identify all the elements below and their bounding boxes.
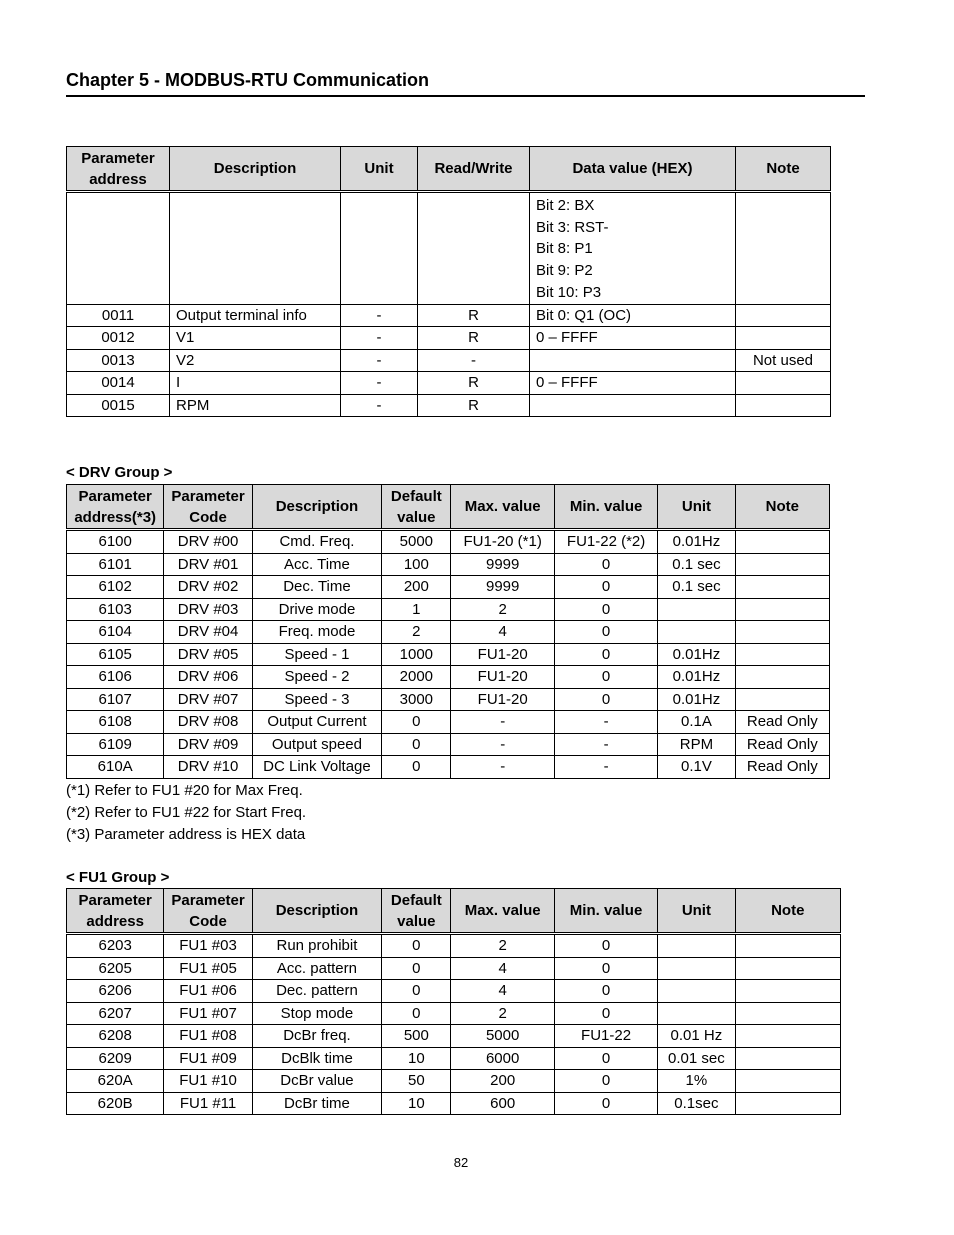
table-cell: Acc. pattern [252,957,382,980]
table-cell: 0 – FFFF [530,372,736,395]
col-header: Parameter Code [164,485,252,530]
table-cell: 600 [451,1092,554,1115]
table-cell: 0 [554,688,657,711]
table-cell: R [418,304,530,327]
table-row [67,934,841,958]
table-cell: R [418,372,530,395]
table-cell [735,980,840,1003]
table-row [67,192,831,305]
table-cell: DRV #03 [164,598,252,621]
table-cell: 6000 [451,1047,554,1070]
table-cell [530,394,736,417]
table-cell: - [341,349,418,372]
table-cell: 6105 [67,643,164,666]
col-header: Unit [341,147,418,192]
table-cell [736,304,831,327]
table-cell: 2 [451,934,554,958]
col-header: Parameter address [67,147,170,192]
table-row [67,711,830,734]
table-cell: - [451,711,554,734]
table-cell [658,598,735,621]
table-cell: 0 [554,666,657,689]
table-row [67,576,830,599]
table-cell [735,688,829,711]
table-row [67,530,830,554]
table-cell: 6206 [67,980,164,1003]
table-cell: 6101 [67,553,164,576]
footnote: (*2) Refer to FU1 #22 for Start Freq. [66,804,307,821]
table-cell: 2 [451,1002,554,1025]
table-cell: 0 [382,934,451,958]
table-cell: 9999 [451,553,554,576]
table-cell [735,934,840,958]
table-cell: 620A [67,1070,164,1093]
table-cell [735,643,829,666]
table-cell: 4 [451,957,554,980]
table-cell: - [341,394,418,417]
table-cell: 1 [382,598,451,621]
table-cell: 10 [382,1092,451,1115]
table-cell: 0 [382,980,451,1003]
table-cell: Output speed [252,733,382,756]
table-cell: 0.01Hz [658,530,735,554]
table-cell: - [554,756,657,779]
table-cell: 0 [554,621,657,644]
table-row [67,1070,841,1093]
table-fu1-group [66,888,841,1115]
table-cell: 4 [451,621,554,644]
table-cell [658,934,735,958]
col-header: Default value [382,485,451,530]
table-cell [735,598,829,621]
table-cell: 6102 [67,576,164,599]
table-row [67,1002,841,1025]
table-cell: R [418,327,530,350]
table-cell [735,621,829,644]
table-cell: DRV #09 [164,733,252,756]
table-cell [658,957,735,980]
table-cell: Output Current [252,711,382,734]
col-header: Parameter Code [164,889,252,934]
table-cell: DcBr freq. [252,1025,382,1048]
table-cell: DRV #04 [164,621,252,644]
table-cell: R [418,394,530,417]
table-cell: - [341,372,418,395]
table-cell: 5000 [382,530,451,554]
drv-group-label: < DRV Group > [66,464,173,481]
table-cell: DRV #05 [164,643,252,666]
table-cell: 6106 [67,666,164,689]
table-cell [530,349,736,372]
table-cell: - [341,327,418,350]
table-cell [735,957,840,980]
bit-list [530,192,736,305]
table-cell: 2 [382,621,451,644]
table-cell: 0015 [67,394,170,417]
chapter-title: Chapter 5 - MODBUS-RTU Communication [66,70,430,90]
table-cell: 0.1 sec [658,553,735,576]
table-cell: Dec. pattern [252,980,382,1003]
table-cell: DcBr value [252,1070,382,1093]
table-cell: 50 [382,1070,451,1093]
col-header: Unit [658,485,735,530]
table-cell: Acc. Time [252,553,382,576]
table-parameters-continued [66,146,831,417]
table-cell: Stop mode [252,1002,382,1025]
table-cell: Dec. Time [252,576,382,599]
col-header: Default value [382,889,451,934]
col-header: Description [170,147,341,192]
table-row [67,327,831,350]
table-cell: Freq. mode [252,621,382,644]
table-row [67,957,841,980]
table-cell: 6107 [67,688,164,711]
table-cell: 0 [382,957,451,980]
table-cell [736,372,831,395]
table-cell: 0 [554,1092,657,1115]
col-header: Note [735,485,829,530]
table-cell: 4 [451,980,554,1003]
table-cell: Run prohibit [252,934,382,958]
table-cell: RPM [170,394,341,417]
table-cell: - [418,349,530,372]
table-cell: 0.01 Hz [658,1025,735,1048]
table-cell: FU1 #07 [164,1002,252,1025]
table-row [67,688,830,711]
table-cell: 500 [382,1025,451,1048]
table-cell: 0.1 sec [658,576,735,599]
table-cell: FU1 #09 [164,1047,252,1070]
table-cell [735,576,829,599]
table-cell: 0 [554,1002,657,1025]
table-cell: 6203 [67,934,164,958]
table-cell [735,530,829,554]
table-cell: DRV #02 [164,576,252,599]
table-cell: DRV #07 [164,688,252,711]
table-cell: 0 [554,576,657,599]
table-cell: RPM [658,733,735,756]
table-cell: FU1 #11 [164,1092,252,1115]
table-cell [735,1047,840,1070]
col-header: Max. value [451,485,554,530]
col-header: Parameter address(*3) [67,485,164,530]
table-cell: DRV #08 [164,711,252,734]
table-cell: 620B [67,1092,164,1115]
col-header: Description [252,485,382,530]
table-cell: Drive mode [252,598,382,621]
table-cell: 2000 [382,666,451,689]
table-cell: 0.01Hz [658,688,735,711]
table-cell: 0011 [67,304,170,327]
table-cell: DRV #06 [164,666,252,689]
table-cell: FU1 #06 [164,980,252,1003]
table-cell: 6103 [67,598,164,621]
table-cell: 0.01 sec [658,1047,735,1070]
table-cell: 200 [451,1070,554,1093]
table-cell: DRV #00 [164,530,252,554]
table-cell: 0 – FFFF [530,327,736,350]
table-row [67,733,830,756]
table-cell [735,666,829,689]
table-cell: 9999 [451,576,554,599]
table-cell: 0 [554,643,657,666]
table-cell: FU1 #08 [164,1025,252,1048]
table-cell: 0 [554,934,657,958]
col-header: Read/Write [418,147,530,192]
table-cell: 0014 [67,372,170,395]
table-row [67,1047,841,1070]
table-cell: V2 [170,349,341,372]
table-row [67,553,830,576]
table-cell: 6208 [67,1025,164,1048]
table-cell [735,1025,840,1048]
table-cell: FU1 #03 [164,934,252,958]
table-cell: DcBr time [252,1092,382,1115]
col-header: Note [736,147,831,192]
table-cell: DC Link Voltage [252,756,382,779]
table-cell: Read Only [735,711,829,734]
table-row [67,643,830,666]
table-cell: Not used [736,349,831,372]
table-cell: 5000 [451,1025,554,1048]
table-row [67,756,830,779]
table-row [67,1092,841,1115]
table-cell: 0.1A [658,711,735,734]
table-cell: 610A [67,756,164,779]
table-cell: FU1-20 [451,666,554,689]
table-cell [736,394,831,417]
table-cell: 2 [451,598,554,621]
table-drv-group [66,484,830,779]
table-cell: 6209 [67,1047,164,1070]
table-row [67,372,831,395]
table-row [67,1025,841,1048]
footnote: (*3) Parameter address is HEX data [66,826,306,843]
table-cell: 0 [382,733,451,756]
col-header: Note [735,889,840,934]
table-cell: FU1-20 [451,643,554,666]
table-cell: FU1-20 (*1) [451,530,554,554]
table-cell: 0 [554,980,657,1003]
table-cell: 0.01Hz [658,643,735,666]
table-cell: 0.1V [658,756,735,779]
table-cell [658,980,735,1003]
table-cell: FU1 #10 [164,1070,252,1093]
table-cell: 10 [382,1047,451,1070]
table-cell: Read Only [735,733,829,756]
table-cell [735,1002,840,1025]
footnote: (*1) Refer to FU1 #20 for Max Freq. [66,782,303,799]
table-row [67,598,830,621]
table-cell: FU1-20 [451,688,554,711]
table-cell: Speed - 2 [252,666,382,689]
table-cell: Speed - 1 [252,643,382,666]
table-cell [735,1092,840,1115]
col-header: Parameter address [67,889,164,934]
col-header: Max. value [451,889,554,934]
table-row [67,666,830,689]
table-cell: - [554,733,657,756]
table-cell: FU1-22 (*2) [554,530,657,554]
table-cell: V1 [170,327,341,350]
table-cell: 1% [658,1070,735,1093]
table-cell: 1000 [382,643,451,666]
table-row [67,980,841,1003]
table-cell: 0013 [67,349,170,372]
page-number: 82 [453,1155,469,1170]
table-cell: 6100 [67,530,164,554]
col-header: Data value (HEX) [530,147,736,192]
table-cell: 100 [382,553,451,576]
table-cell: Bit 0: Q1 (OC) [530,304,736,327]
table-cell: Output terminal info [170,304,341,327]
table-cell [658,1002,735,1025]
table-row [67,394,831,417]
table-cell: Speed - 3 [252,688,382,711]
col-header: Min. value [554,889,657,934]
table-cell: 6108 [67,711,164,734]
table-cell: - [554,711,657,734]
table-cell [735,553,829,576]
table-cell: FU1 #05 [164,957,252,980]
bit-item: Bit 3: RST- [536,218,609,236]
table-cell: 0 [382,1002,451,1025]
col-header: Min. value [554,485,657,530]
table-cell: Read Only [735,756,829,779]
table-cell: Cmd. Freq. [252,530,382,554]
table-cell: 0 [554,598,657,621]
bit-item: Bit 8: P1 [536,240,593,258]
table-cell: 6104 [67,621,164,644]
table-cell: I [170,372,341,395]
table-row [67,349,831,372]
table-cell: 6109 [67,733,164,756]
col-header: Description [252,889,382,934]
table-cell: 3000 [382,688,451,711]
table-cell: 0 [554,1070,657,1093]
table-cell [735,1070,840,1093]
table-cell: 0 [382,711,451,734]
fu1-group-label: < FU1 Group > [66,869,170,886]
table-cell: DRV #01 [164,553,252,576]
col-header: Unit [658,889,735,934]
table-cell: - [451,733,554,756]
table-cell: 0012 [67,327,170,350]
table-cell: - [341,304,418,327]
table-row [67,621,830,644]
table-cell [736,327,831,350]
bit-item: Bit 10: P3 [536,283,602,301]
table-cell [658,621,735,644]
table-row [67,304,831,327]
table-cell: 0.01Hz [658,666,735,689]
table-cell: 6205 [67,957,164,980]
table-cell: - [451,756,554,779]
table-cell: DRV #10 [164,756,252,779]
table-cell: DcBlk time [252,1047,382,1070]
bit-item: Bit 2: BX [536,197,595,214]
header-rule [66,95,865,97]
table-cell: 0.1sec [658,1092,735,1115]
table-cell: 0 [554,553,657,576]
table-cell: 0 [554,957,657,980]
table-cell: 200 [382,576,451,599]
table-cell: FU1-22 [554,1025,657,1048]
table-cell: 6207 [67,1002,164,1025]
bit-item: Bit 9: P2 [536,262,593,280]
table-cell: 0 [382,756,451,779]
table-cell: 0 [554,1047,657,1070]
